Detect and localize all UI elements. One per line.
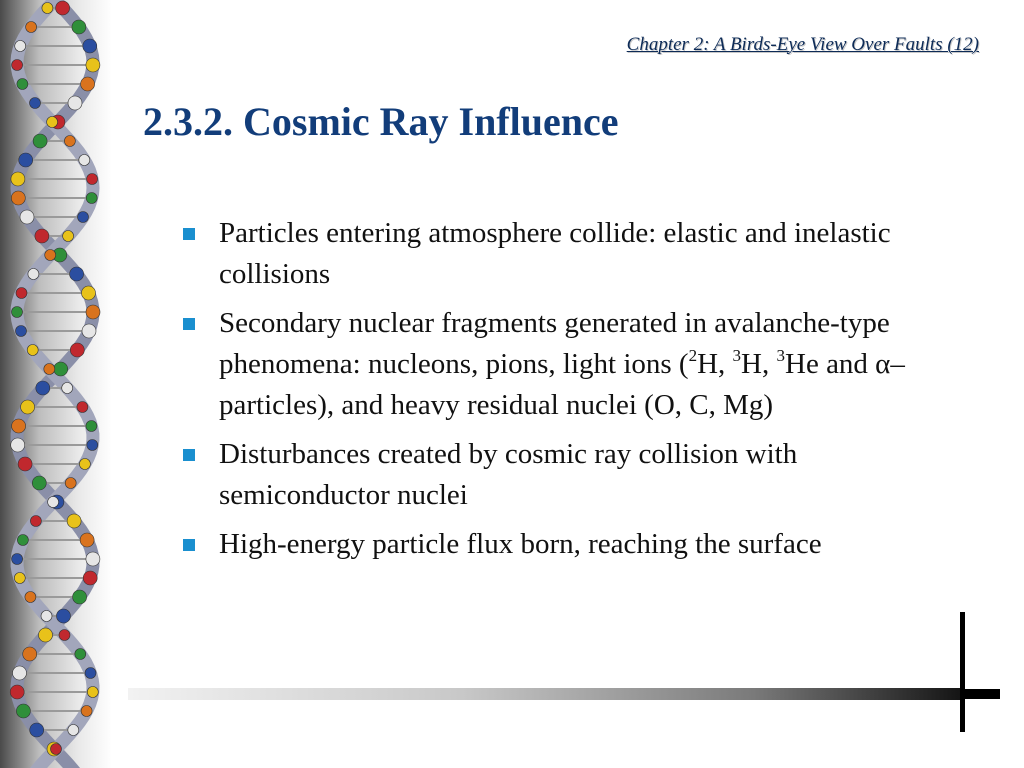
helix-bead	[59, 630, 70, 641]
dna-helix-decoration	[0, 0, 112, 768]
helix-bead	[15, 41, 26, 52]
rule-end-block	[962, 689, 1000, 699]
helix-bead	[54, 362, 68, 376]
helix-bead	[79, 155, 90, 166]
helix-bead	[17, 535, 28, 546]
helix-bead	[79, 459, 90, 470]
square-bullet-icon	[183, 449, 195, 461]
helix-bead	[21, 400, 35, 414]
helix-bead	[26, 22, 37, 33]
helix-bead	[65, 478, 76, 489]
helix-bead	[30, 98, 41, 109]
helix-bead	[81, 77, 95, 91]
helix-bead	[68, 725, 79, 736]
helix-bead	[68, 96, 82, 110]
square-bullet-icon	[183, 318, 195, 330]
helix-bead	[87, 440, 98, 451]
helix-bead	[86, 305, 100, 319]
bullet-text: Particles entering atmosphere collide: elastic and inelastic collisions	[219, 217, 891, 290]
helix-bead	[64, 136, 75, 147]
superscript-mass-number: 2	[688, 346, 698, 365]
helix-bead	[16, 326, 27, 337]
helix-bead	[78, 212, 89, 223]
helix-bead	[81, 706, 92, 717]
helix-bead	[86, 58, 100, 72]
helix-bead	[33, 134, 47, 148]
helix-bead	[12, 307, 23, 318]
helix-bead	[32, 476, 46, 490]
helix-bead	[27, 345, 38, 356]
helix-bead	[85, 668, 96, 679]
helix-bead	[51, 744, 62, 755]
helix-bead	[30, 723, 44, 737]
helix-bead	[10, 685, 24, 699]
helix-bead	[67, 514, 81, 528]
helix-bead	[86, 552, 100, 566]
helix-bead	[44, 364, 55, 375]
gradient-horizontal-rule	[128, 688, 962, 700]
helix-bead	[77, 402, 88, 413]
vertical-rule	[960, 612, 965, 732]
chapter-header: Chapter 2: A Birds-Eye View Over Faults (12)	[626, 34, 979, 55]
helix-bead	[16, 288, 27, 299]
helix-bead	[87, 174, 98, 185]
helix-bead	[23, 647, 37, 661]
helix-bead	[35, 229, 49, 243]
bullet-item-flux	[183, 524, 973, 565]
helix-bead	[28, 269, 39, 280]
helix-bead	[75, 649, 86, 660]
bullet-text-part: He and α–particles), and heavy residual nuclei (O, C, Mg)	[219, 348, 905, 421]
helix-bead	[70, 343, 84, 357]
helix-bead	[56, 1, 70, 15]
helix-bead	[86, 421, 97, 432]
helix-bead	[57, 609, 71, 623]
bullet-text-part: H,	[741, 348, 777, 380]
helix-bead	[47, 117, 58, 128]
helix-bead	[11, 191, 25, 205]
slide-title: 2.3.2. Cosmic Ray Influence	[143, 99, 619, 144]
helix-bead	[13, 666, 27, 680]
bullet-text: High-energy particle flux born, reaching the surface	[219, 528, 822, 560]
helix-bead	[18, 457, 32, 471]
bullet-list	[183, 213, 973, 573]
bullet-text-part: H,	[697, 348, 733, 380]
helix-bead	[48, 497, 59, 508]
helix-bead	[83, 571, 97, 585]
helix-bead	[14, 573, 25, 584]
helix-bead	[63, 231, 74, 242]
helix-bead	[36, 381, 50, 395]
helix-bead	[45, 250, 56, 261]
helix-bead	[39, 628, 53, 642]
helix-bead	[83, 39, 97, 53]
helix-bead	[12, 554, 23, 565]
square-bullet-icon	[183, 539, 195, 551]
helix-bead	[82, 324, 96, 338]
superscript-mass-number: 3	[776, 346, 785, 365]
helix-bead	[16, 704, 30, 718]
helix-bead	[11, 172, 25, 186]
bullet-item-collisions	[183, 213, 973, 295]
helix-bead	[86, 193, 97, 204]
helix-bead	[70, 267, 84, 281]
bullet-text: Disturbances created by cosmic ray collision with semiconductor nuclei	[219, 438, 798, 511]
helix-bead	[82, 286, 96, 300]
helix-bead	[42, 3, 53, 14]
helix-bead	[62, 383, 73, 394]
helix-bead	[20, 210, 34, 224]
helix-bead	[12, 60, 23, 71]
bullet-item-fragments	[183, 303, 973, 426]
helix-bead	[11, 438, 25, 452]
helix-bead	[12, 419, 26, 433]
helix-bead	[72, 20, 86, 34]
helix-bead	[73, 590, 87, 604]
superscript-mass-number: 3	[732, 346, 742, 365]
square-bullet-icon	[183, 228, 195, 240]
helix-bead	[25, 592, 36, 603]
helix-bead	[87, 687, 98, 698]
bullet-item-disturbances	[183, 434, 973, 516]
helix-bead	[30, 516, 41, 527]
bullet-text-part: Secondary nuclear fragments generated in avalanche-type phenomena: nucleons, pions, light ions (	[219, 307, 890, 380]
helix-bead	[19, 153, 33, 167]
helix-bead	[80, 533, 94, 547]
helix-bead	[17, 79, 28, 90]
helix-bead	[41, 611, 52, 622]
